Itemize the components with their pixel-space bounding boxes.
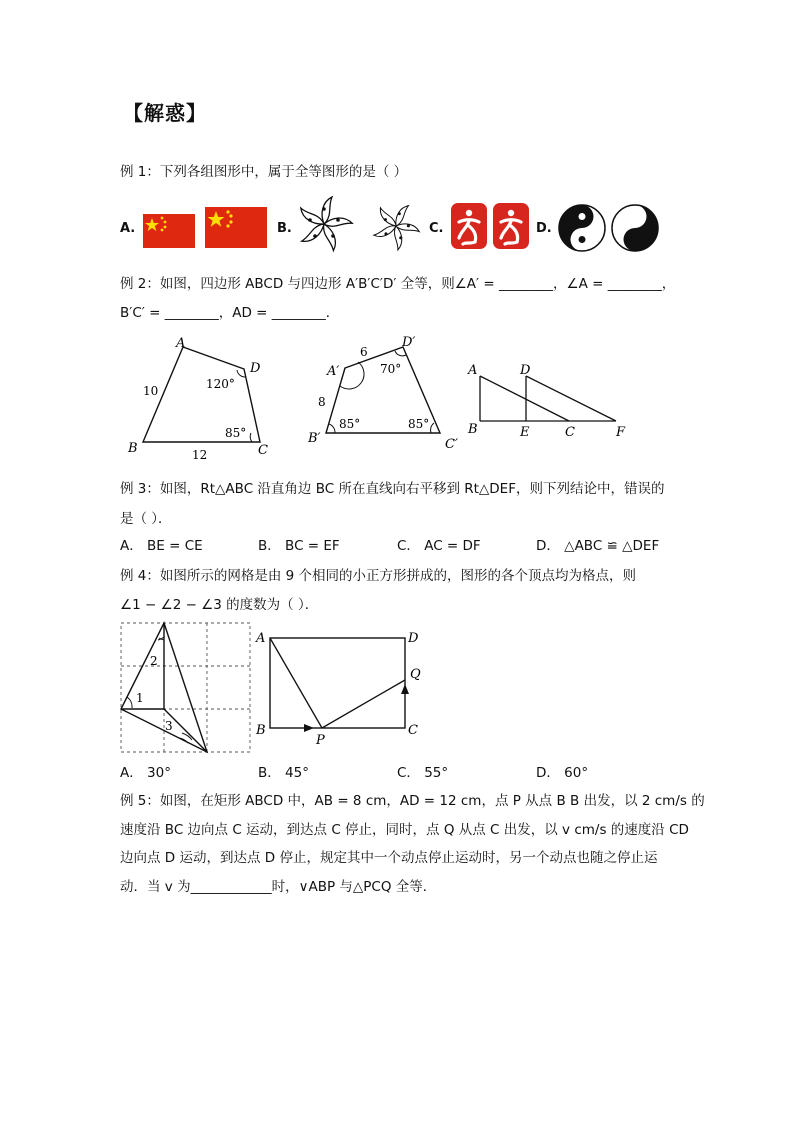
ex3-option-d[interactable]: D． △ABC ≌ △DEF: [536, 538, 660, 554]
ex5-line3: 边向点 D 运动，到达点 D 停止，规定其中一个动点停止运动时，另一个动点也随之停止运: [120, 850, 658, 866]
angle-b-prime-value: 85°: [339, 417, 361, 431]
angle-1-label: 1: [136, 691, 144, 705]
label-d: D: [520, 363, 531, 378]
label-q: Q: [410, 667, 421, 682]
label-c-prime: C′: [445, 437, 458, 452]
label-b: B: [128, 441, 138, 456]
ex5-line2: 速度沿 BC 边向点 C 运动，到达点 C 停止，同时，点 Q 从点 C 出发，以 v cm/s 的速度沿 CD: [120, 822, 689, 838]
label-a-prime: A′: [327, 364, 340, 379]
side-ad-length: 6: [360, 345, 368, 359]
label-b: B: [256, 723, 266, 738]
side-bc-length: 12: [192, 448, 208, 462]
ex3-prompt-line2: 是（ ）．: [120, 511, 172, 527]
label-d: D: [408, 631, 419, 646]
ex4-grid-figure: [118, 620, 254, 756]
label-e: E: [520, 425, 530, 440]
ex2-figure-translated-triangles: [462, 358, 637, 440]
section-heading: 【解惑】: [123, 101, 207, 125]
ex4-prompt: 例 4：如图所示的网格是由 9 个相同的小正方形拼成的，图形的各个顶点均为格点，则: [120, 568, 637, 584]
ex3-option-a[interactable]: A． BE = CE: [120, 538, 203, 554]
ex4-option-a[interactable]: A． 30°: [120, 765, 171, 781]
ex3-option-c[interactable]: C． AC = DF: [397, 538, 481, 554]
bauhinia-small-icon: [369, 199, 423, 253]
ex4-option-c[interactable]: C． 55°: [397, 765, 449, 781]
angle-2-label: 2: [150, 654, 158, 668]
label-c: C: [258, 443, 268, 458]
ex1-option-a-label: A.: [120, 221, 136, 236]
angle-3-label: 3: [165, 719, 173, 733]
label-c: C: [408, 723, 418, 738]
ex2-prompt-line2: B′C′ = ________，AD = ________．: [120, 305, 340, 321]
bauhinia-large-icon: [293, 193, 355, 255]
angle-d-value: 120°: [206, 377, 235, 391]
ex4-option-b[interactable]: B． 45°: [258, 765, 309, 781]
label-a: A: [176, 336, 186, 351]
angle-c-prime-value: 85°: [408, 417, 430, 431]
ex4-option-d[interactable]: D． 60°: [536, 765, 589, 781]
ex5-rectangle-figure: [252, 626, 427, 750]
ex1-option-b-label: B.: [277, 221, 292, 236]
label-b: B: [468, 422, 478, 437]
label-d-prime: D′: [402, 335, 416, 350]
label-d: D: [250, 361, 261, 376]
side-ab-length: 10: [143, 384, 159, 398]
ex1-option-d-label: D.: [536, 221, 552, 236]
label-a: A: [256, 631, 266, 646]
label-p: P: [316, 733, 325, 748]
label-b-prime: B′: [308, 431, 321, 446]
label-a: A: [468, 363, 478, 378]
ex1-option-c-label: C.: [429, 221, 444, 236]
olympic-emblem-pair-icon: [450, 200, 530, 252]
ex3-option-b[interactable]: B． BC = EF: [258, 538, 340, 554]
label-f: F: [616, 425, 626, 440]
ex2-figure-abcd: [120, 330, 280, 465]
china-flag-large-icon: [205, 207, 267, 248]
ex1-prompt: 例 1：下列各组图形中，属于全等图形的是（ ）: [120, 164, 408, 180]
ex4-prompt-line2: ∠1 − ∠2 − ∠3 的度数为（ ）．: [120, 597, 319, 613]
ex2-figure-a-prime-b-prime-c-prime-d-prime: [300, 330, 465, 465]
ex5-line1: 例 5：如图，在矩形 ABCD 中，AB = 8 cm，AD = 12 cm，点 P 从点 B B 出发，以 2 cm/s 的: [120, 793, 705, 809]
yin-yang-right-icon: [610, 203, 660, 253]
angle-d-prime-value: 70°: [380, 362, 402, 376]
angle-c-value: 85°: [225, 426, 247, 440]
ex5-line4: 动．当 v 为____________时，∨ABP 与△PCQ 全等．: [120, 879, 437, 895]
ex2-prompt: 例 2：如图，四边形 ABCD 与四边形 A′B′C′D′ 全等，则∠A′ = ________，∠A = ________，: [120, 276, 676, 292]
yin-yang-left-icon: [557, 203, 607, 253]
china-flag-small-icon: [143, 214, 195, 248]
side-ab-length-prime: 8: [318, 395, 326, 409]
ex3-prompt: 例 3：如图，Rt△ABC 沿直角边 BC 所在直线向右平移到 Rt△DEF，则下列结论中，错误的: [120, 481, 665, 497]
label-c: C: [565, 425, 575, 440]
